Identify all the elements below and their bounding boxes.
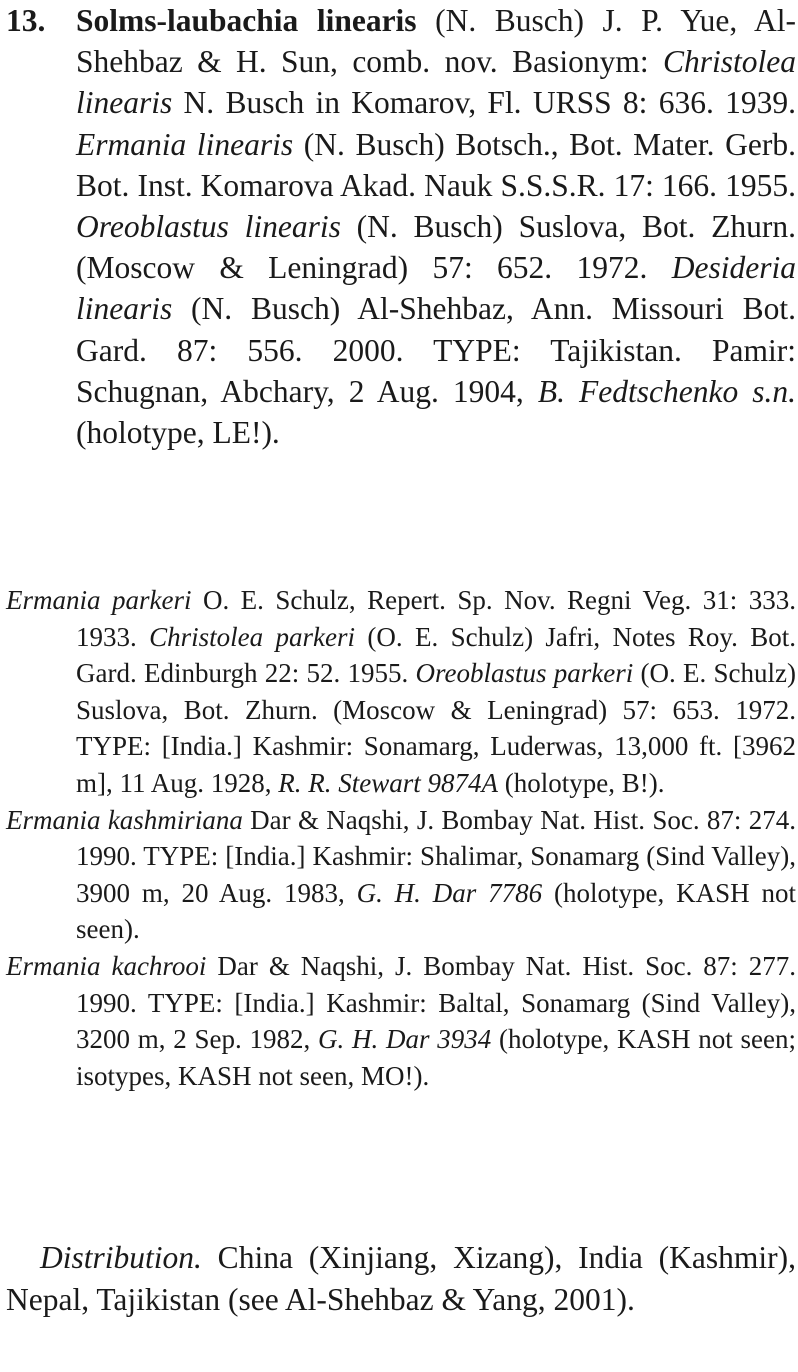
synonym-paragraph <box>6 582 796 802</box>
basionym-citation: N. Busch in Komarov, Fl. URSS 8: 636. 1939. <box>172 85 796 121</box>
synonym-citation: (O. E. Schulz) Suslova, Bot. Zhurn. (Moscow & Leningrad) 57: 653. 1972. TYPE: [India.] Kashmir: Sonamarg, Luderwas, 13,000 ft. [3962 m], 11 Aug. 1928, <box>76 658 796 798</box>
type-collector: B. Fedtschenko s.n. <box>537 373 796 409</box>
type-status: (holotype, KASH not seen). <box>76 877 796 945</box>
synonym-citation: O. E. Schulz, Repert. Sp. Nov. Regni Veg. 31: 333. 1933. <box>76 585 796 652</box>
type-collector: R. R. Stewart 9874A <box>278 767 498 798</box>
synonym-citation: (O. E. Schulz) Jafri, Notes Roy. Bot. Gard. Edinburgh 22: 52. 1955. <box>76 621 797 689</box>
basionym-name: Christolea linearis <box>76 44 796 121</box>
type-status: (holotype, B!). <box>497 767 665 798</box>
type-status: (holotype, LE!). <box>76 415 280 451</box>
synonym-name: Ermania linearis <box>76 126 294 162</box>
species-name: Solms-laubachia linearis <box>76 3 417 39</box>
type-collector: G. H. Dar 7786 <box>356 877 543 908</box>
species-authority: (N. Busch) J. P. Yue, Al-Shehbaz & H. Sun, comb. nov. Basionym: <box>76 3 796 80</box>
synonym-citation: (N. Busch) Botsch., Bot. Mater. Gerb. Bot. Inst. Komarova Akad. Nauk S.S.S.R. 17: 166. 1955. <box>76 126 796 203</box>
synonym-citation: (N. Busch) Al-Shehbaz, Ann. Missouri Bot. Gard. 87: 556. 2000. TYPE: Tajikistan. Pamir: Schugnan, Abchary, 2 Aug. 1904, <box>76 291 796 409</box>
synonym-name: Ermania parkeri <box>6 585 192 615</box>
synonym-name: Ermania kachrooi <box>6 950 207 981</box>
synonym-name: Oreoblastus linearis <box>76 209 341 245</box>
synonym-paragraph <box>6 948 796 1094</box>
synonym-citation: Dar & Naqshi, J. Bombay Nat. Hist. Soc. 87: 274. 1990. TYPE: [India.] Kashmir: Shalimar, Sonamarg (Sind Valley), 3900 m, 20 Aug. 1983, <box>76 804 797 908</box>
distribution-paragraph <box>6 1237 796 1320</box>
entry-number: 13. <box>6 3 46 38</box>
type-collector: G. H. Dar 3934 <box>318 1024 492 1055</box>
species-entry <box>6 0 796 453</box>
distribution-text: China (Xinjiang, Xizang), India (Kashmir), Nepal, Tajikistan (see Al-Shehbaz & Yang, 2001). <box>6 1240 796 1317</box>
synonym-citation: Dar & Naqshi, J. Bombay Nat. Hist. Soc. 87: 277. 1990. TYPE: [India.] Kashmir: Baltal, Sonamarg (Sind Valley), 3200 m, 2 Sep. 1982, <box>76 950 796 1055</box>
distribution-heading: Distribution. <box>40 1240 202 1275</box>
synonym-name: Christolea parkeri <box>149 621 355 652</box>
type-status: (holotype, KASH not seen; isotypes, KASH not seen, MO!). <box>76 1024 796 1091</box>
synonym-list <box>6 582 796 1094</box>
synonym-paragraph <box>6 802 796 948</box>
entry-body <box>76 0 796 453</box>
synonym-name: Ermania kashmiriana <box>6 804 243 835</box>
synonym-name: Oreoblastus parkeri <box>415 658 634 689</box>
synonym-citation: (N. Busch) Suslova, Bot. Zhurn. (Moscow & Leningrad) 57: 652. 1972. <box>76 209 796 286</box>
synonym-name: Desideria linearis <box>76 250 796 327</box>
